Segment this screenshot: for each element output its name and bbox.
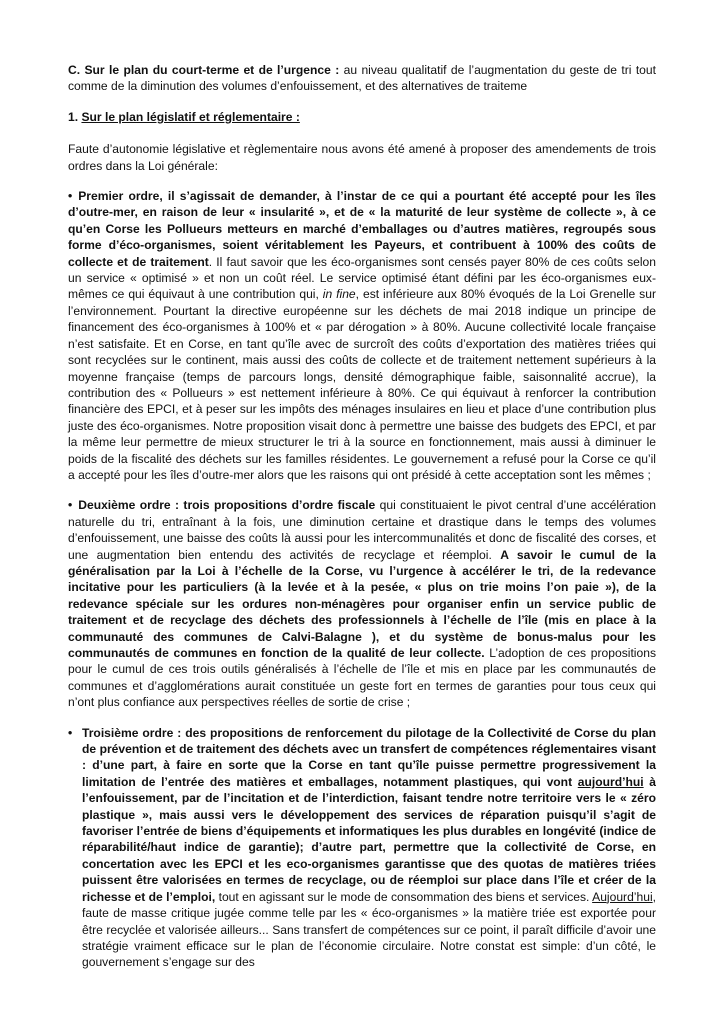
list-item-deuxieme-ordre — [68, 497, 656, 710]
bullet-icon: • — [68, 498, 73, 513]
item2-text-a: qui constituaient le pivot central d’une accélération naturelle du tri, entraînant à la fois, une diminution certaine et drastique dans le temps des volumes d’enfouissement, une baisse des coûts là aussi pour les intercommunalités et donc de fiscalité des corses, et une augmentation bien entendu des activités de recyclage et réemploi. — [68, 498, 656, 562]
section-c-text: au niveau qualitatif de l’augmentation du geste de tri tout comme de la diminution des volumes d’enfouissement, et des alternatives de traiteme — [68, 63, 656, 94]
section-c-paragraph — [68, 62, 656, 95]
item3-bold-underline: aujourd’hui — [577, 774, 644, 789]
item1-italic: in fine — [322, 287, 356, 302]
item1-text-b: , est inférieure aux 80% évoqués de la Loi Grenelle sur l’environnement. Pourtant la directive européenne sur les déchets de mai 2018 indique un principe de financement des éco-organismes à 100% et « par dérogation » à 80%. Aucune collectivité locale française n’est satisfaite. Et en Corse, en tant qu’île avec de surcroît des coûts d’exportation des matières triées qui sont recyclées sur le continent, mais aussi des coûts de collecte et de traitement nettement supérieurs à la moyenne française (temps de parcours longs, densité démographique faible, saisonnalité accrue), la contribution des « Pollueurs » est nettement inférieure à 80%. Ce qui équivaut à renforcer la contribution financière des EPCI, et à peser sur les impôts des ménages insulaires en lieu et place d’une contribution plus juste des éco-organismes. Notre proposition visait donc à permettre une baisse des budgets des EPCI, et par la même leur permettre de mieux structurer le tri à la source en fonctionnement, mais aussi à diminuer le poids de la fiscalité des déchets sur les familles résidentes. Le gouvernement a refusé pour la Corse ce qu’il a accepté pour les îles d’outre-mer alors que les raisons qui ont présidé à cette acceptation sont les mêmes ; — [68, 287, 656, 482]
section-1-number: 1. — [68, 109, 82, 124]
item3-text-b: , faute de masse critique jugée comme telle par les « éco-organismes » la matière triée est exportée pour être recyclée et valorisée ailleurs... Sans transfert de compétences sur ce point, il paraît difficile d’avoir une stratégie vraiment efficace sur le plan de l’économie circulaire. Notre constat est simple: d’un côté, le gouvernement s’engage sur des — [82, 889, 657, 970]
list-item-premier-ordre — [68, 188, 656, 483]
item2-text-b: L’adoption de ces propositions pour le cumul de ces trois outils généralisés à l’échelle de l’île et mis en place par les communautés de communes et d’agglomérations aurait constituée un geste fort en termes de garanties pour tous ceux qui n’ont plus confiance aux perspectives réelles de sortie de crise ; — [68, 646, 656, 710]
bullet-icon: • — [68, 725, 73, 740]
item1-bold: Premier ordre, il s’agissait de demander, à l’instar de ce qui a pourtant été accepté pour les îles d’outre-mer, en raison de leur « insularité », et de « la maturité de leur système de collecte », à ce qu’en Corse les Pollueurs metteurs en marché d’emballages ou d’autres matières, regroupés sous forme d’éco-organismes, soient véritablement les Payeurs, et contribuent à 100% des coûts de collecte et de traitement — [68, 189, 656, 269]
section-c-title: C. Sur le plan du court-terme et de l’urgence : — [68, 63, 340, 77]
intro-paragraph: Faute d’autonomie législative et règlementaire nous avons été amené à proposer des amendements de trois ordres dans la Loi générale: — [68, 142, 656, 173]
item2-bold-a: Deuxième ordre : trois propositions d’ordre fiscale — [78, 498, 376, 513]
item3-underline: Aujourd’hui — [592, 889, 653, 904]
item3-bold-b: à l’enfouissement, par de l’incitation et de l’interdiction, faisant tendre notre territoire vers le « zéro plastique », mais aussi vers le développement des services de réparation puisqu’il s’agit de favoriser l’entrée de biens d’équipements et informatiques les plus durables en longévité (indice de réparabilité/haut indice de garantie); d’autre part, permettre que la collectivité de Corse, en concertation avec les EPCI et les eco-organismes garantisse que des quotas de matières triées puissent être valorisées en termes de recyclage, ou de réemploi sur place dans l’île et créer de la richesse et de l’emploi, — [82, 774, 656, 904]
bullet-icon: • — [68, 189, 73, 204]
section-1-heading — [68, 109, 656, 125]
section-1-title: Sur le plan législatif et réglementaire : — [81, 109, 300, 124]
item1-text-a: . Il faut savoir que les éco-organismes sont censés payer 80% de ces coûts selon un service « optimisé » et non un coût réel. Le service optimisé étant défini par les éco-organismes eux-mêmes ce qui équivaut à une contribution qui, — [68, 254, 657, 302]
item3-text-a: tout en agissant sur le mode de consommation des biens et services. — [215, 889, 593, 904]
item2-bold-b: A savoir le cumul de la généralisation par la Loi à l’échelle de la Corse, vu l’urgence à accélérer le tri, de la redevance incitative pour les particuliers (à la levée et à la pesée, « plus on trie moins l’on paie »), de la redevance spéciale sur les ordures non-ménagères pour organiser enfin un service public de traitement et de recyclage des déchets des professionnels à l’échelle de l’île (mis en place à la communauté des communes de Calvi-Balagne ), et du système de bonus-malus pour les communautés de communes en fonction de la qualité de leur collecte. — [68, 547, 656, 660]
list-item-troisieme-ordre — [68, 725, 656, 971]
item3-bold-a: Troisième ordre : des propositions de renforcement du pilotage de la Collectivité de Corse du plan de prévention et de traitement des déchets avec un transfert de compétences réglementaires visant : d’une part, à faire en sorte que la Corse en tant qu’île puisse permettre progressivement la limitation de l’entrée des matières et emballages, notamment plastiques, qui vont — [82, 725, 656, 789]
